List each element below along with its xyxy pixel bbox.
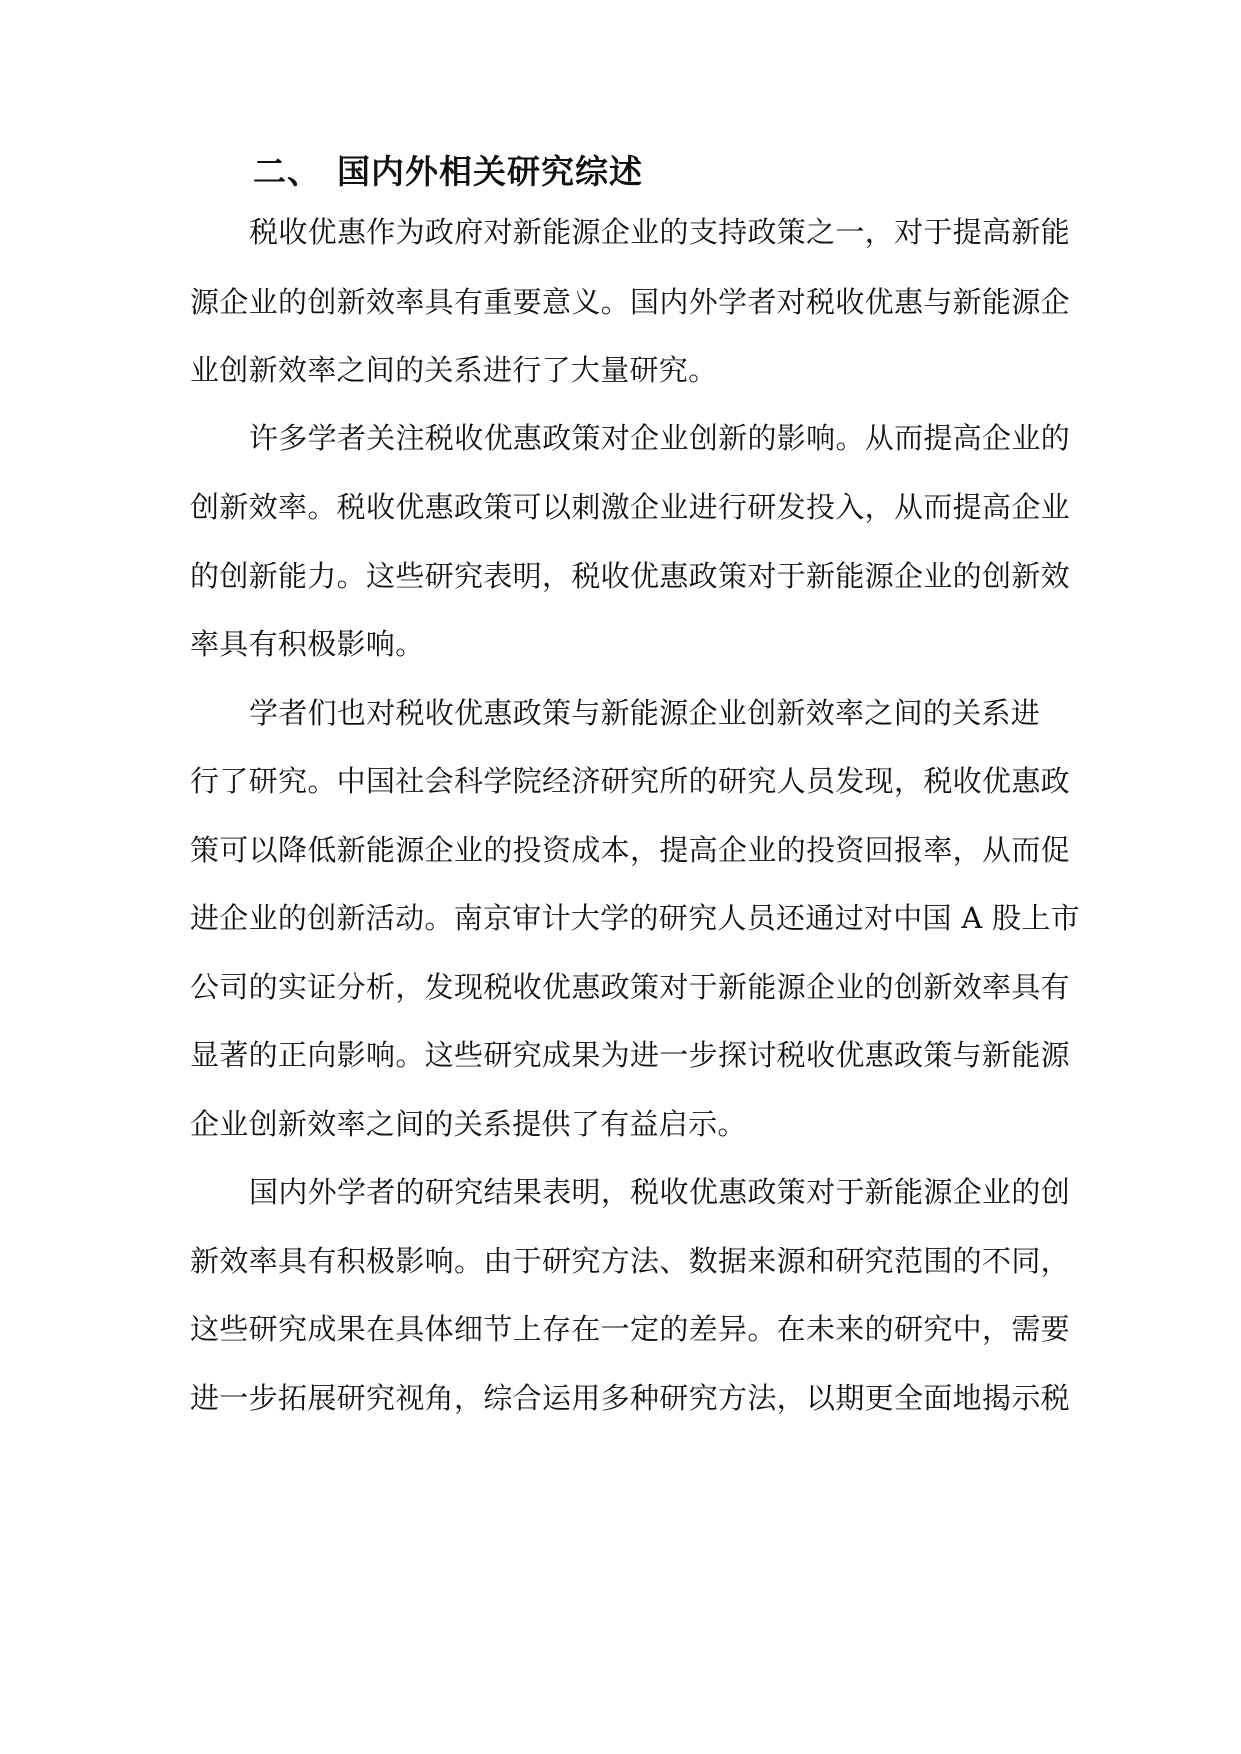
paragraph-line: 许多学者关注税收优惠政策对企业创新的影响。从而提高企业的: [249, 421, 1070, 455]
paragraph-line: 率具有积极影响。: [190, 627, 425, 661]
section-title: 国内外相关研究综述: [337, 152, 643, 191]
paragraph-line: 策可以降低新能源企业的投资成本，提高企业的投资回报率，从而促: [190, 833, 1070, 867]
paragraph-line: 学者们也对税收优惠政策与新能源企业创新效率之间的关系进: [249, 696, 1041, 730]
paragraph-line: 企业创新效率之间的关系提供了有益启示。: [190, 1107, 747, 1141]
paragraph-line: 的创新能力。这些研究表明，税收优惠政策对于新能源企业的创新效: [190, 559, 1070, 593]
paragraph-line: 业创新效率之间的关系进行了大量研究。: [190, 353, 718, 387]
paragraph-line: 创新效率。税收优惠政策可以刺激企业进行研发投入，从而提高企业: [190, 490, 1070, 524]
paragraph-line: 新效率具有积极影响。由于研究方法、数据来源和研究范围的不同，: [190, 1244, 1070, 1278]
paragraph-line: 进一步拓展研究视角，综合运用多种研究方法，以期更全面地揭示税: [190, 1381, 1070, 1415]
section-heading: [253, 146, 643, 193]
paragraph-line: 这些研究成果在具体细节上存在一定的差异。在未来的研究中，需要: [190, 1312, 1070, 1346]
section-number: 二、: [253, 152, 321, 191]
paragraph-line: 显著的正向影响。这些研究成果为进一步探讨税收优惠政策与新能源: [190, 1038, 1070, 1072]
paragraph-line: 源企业的创新效率具有重要意义。国内外学者对税收优惠与新能源企: [190, 285, 1070, 319]
paragraph-line: 进企业的创新活动。南京审计大学的研究人员还通过对中国 A 股上市: [190, 901, 1080, 935]
paragraph-line: 国内外学者的研究结果表明，税收优惠政策对于新能源企业的创: [249, 1175, 1070, 1209]
paragraph-line: 公司的实证分析，发现税收优惠政策对于新能源企业的创新效率具有: [190, 970, 1070, 1004]
paragraph-line: 行了研究。中国社会科学院经济研究所的研究人员发现，税收优惠政: [190, 764, 1070, 798]
paragraph-line: 税收优惠作为政府对新能源企业的支持政策之一，对于提高新能: [249, 215, 1070, 249]
